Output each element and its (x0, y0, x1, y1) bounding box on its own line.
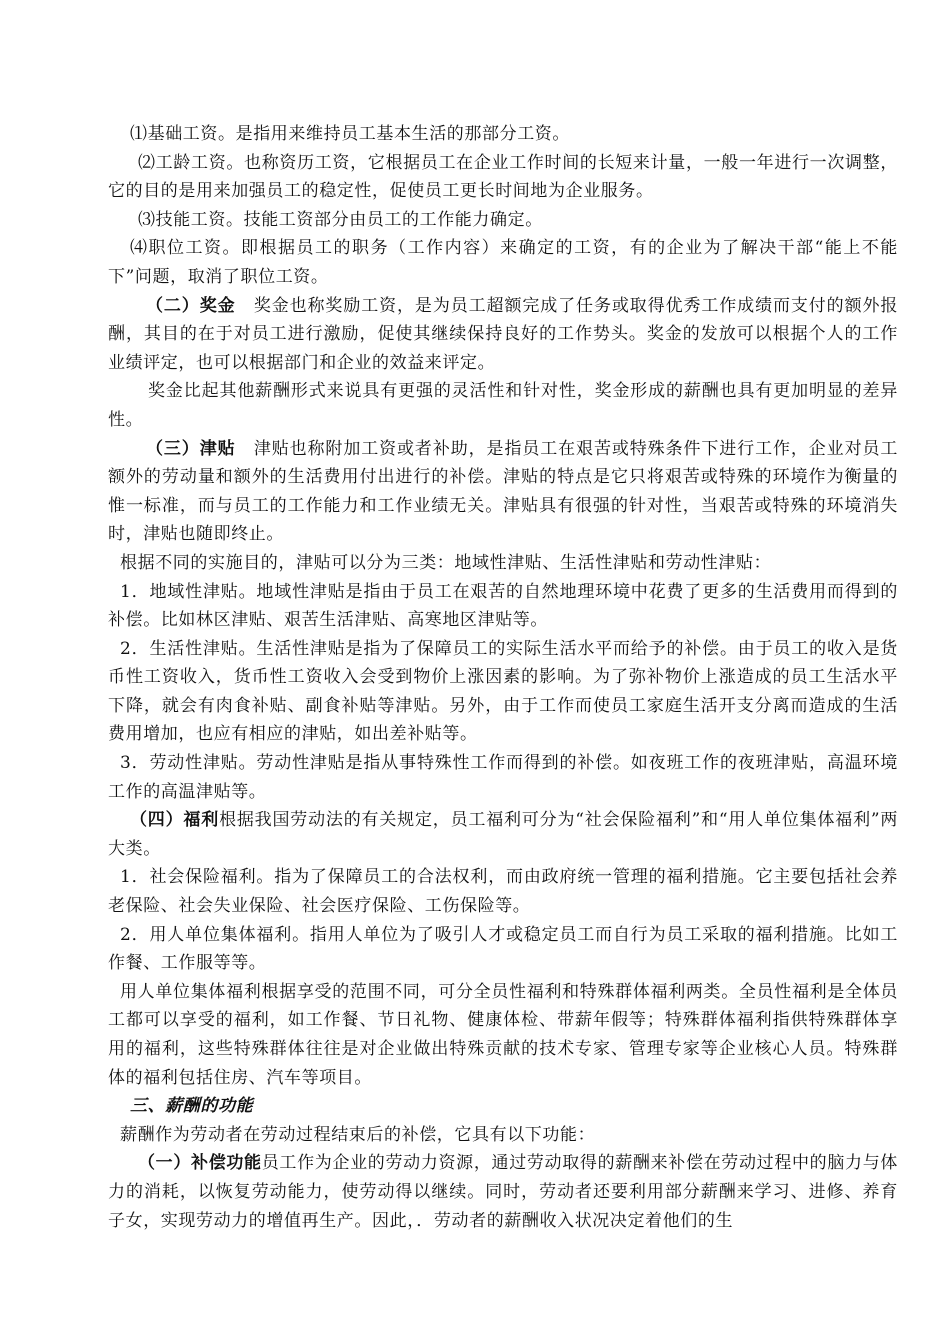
paragraph-skill-wage: ⑶技能工资。技能工资部分由员工的工作能力确定。 (138, 209, 543, 230)
paragraph-basic-wage: ⑴基础工资。是指用来维持员工基本生活的那部分工资。 (130, 124, 570, 144)
bonus-text: 奖金也称奖励工资，是为员工超额完成了任务或取得优秀工作成绩而支付的额外报酬，其目的在于对员工进行激励，促使其继续保持良好的工作势头。奖金的发放可以根据个人的工作业绩评定，也可以根据部门和企业的效益来评定。 (108, 295, 898, 373)
paragraph-allowance-types: 根据不同的实施目的，津贴可以分为三类：地域性津贴、生活性津贴和劳动性津贴： (120, 552, 772, 573)
paragraph-functions-intro: 薪酬作为劳动者在劳动过程结束后的补偿，它具有以下功能： (120, 1124, 596, 1145)
heading-bonus: （二）奖金 (146, 295, 236, 316)
paragraph-position-wage: ⑷职位工资。即根据员工的职务（工作内容）来确定的工资，有的企业为了解决干部“能上不能下”问题，取消了职位工资。 (108, 238, 898, 287)
section-heading-salary-functions: 三、薪酬的功能 (130, 1096, 254, 1117)
paragraph-living-allowance: 2．生活性津贴。生活性津贴是指为了保障员工的实际生活水平而给予的补偿。由于员工的收入是货币性工资收入，货币性工资收入会受到物价上涨因素的影响。为了弥补物价上涨造成的员工生活水平下降，就会有肉食补贴、副食补贴等津贴。另外，由于工作而使员工家庭生活开支分离而造成的生活费用增加，也应有相应的津贴，如出差补贴等。 (108, 638, 898, 745)
paragraph-bonus (108, 292, 898, 378)
heading-welfare: （四）福利 (130, 810, 220, 831)
paragraph-welfare (108, 806, 898, 863)
paragraph-allowance (108, 435, 898, 549)
paragraph-regional-allowance: 1．地域性津贴。地域性津贴是指由于员工在艰苦的自然地理环境中花费了更多的生活费用而得到的补偿。比如林区津贴、艰苦生活津贴、高寒地区津贴等。 (108, 581, 898, 631)
compensation-function-text: 员工作为企业的劳动力资源，通过劳动取得的薪酬来补偿在劳动过程中的脑力与体力的消耗，以恢复劳动能力，使劳动得以继续。同时，劳动者还要利用部分薪酬来学习、进修、养育子女，实现劳动力的增值再生产。因此，．劳动者的薪酬收入状况决定着他们的生 (108, 1153, 898, 1231)
document-page (108, 120, 898, 1235)
welfare-text: 根据我国劳动法的有关规定，员工福利可分为“社会保险福利”和“用人单位集体福利”两大类。 (108, 810, 899, 859)
paragraph-labor-allowance: 3．劳动性津贴。劳动性津贴是指从事特殊性工作而得到的补偿。如夜班工作的夜班津贴，高温环境工作的高温津贴等。 (108, 753, 898, 802)
paragraph-seniority-wage: ⑵工龄工资。也称资历工资，它根据员工在企业工作时间的长短来计量，一般一年进行一次调整，它的目的是用来加强员工的稳定性，促使员工更长时间地为企业服务。 (108, 152, 898, 202)
paragraph-collective-welfare: 2．用人单位集体福利。指用人单位为了吸引人才或稳定员工而自行为员工采取的福利措施。比如工作餐、工作服等等。 (108, 924, 898, 974)
paragraph-bonus-flexibility: 奖金比起其他薪酬形式来说具有更强的灵活性和针对性，奖金形成的薪酬也具有更加明显的差异性。 (108, 381, 898, 430)
paragraph-social-insurance: 1．社会保险福利。指为了保障员工的合法权利，而由政府统一管理的福利措施。它主要包括社会养老保险、社会失业保险、社会医疗保险、工伤保险等。 (108, 867, 898, 917)
allowance-text: 津贴也称附加工资或者补助，是指员工在艰苦或特殊条件下进行工作，企业对员工额外的劳动量和额外的生活费用付出进行的补偿。津贴的特点是它只将艰苦或特殊的环境作为衡量的惟一标准，而与员工的工作能力和工作业绩无关。津贴具有很强的针对性，当艰苦或特殊的环境消失时，津贴也随即终止。 (108, 438, 898, 545)
paragraph-welfare-scope: 用人单位集体福利根据享受的范围不同，可分全员性福利和特殊群体福利两类。全员性福利是全体员工都可以享受的福利，如工作餐、节日礼物、健康体检、带薪年假等；特殊群体福利指供特殊群体享用的福利，这些特殊群体往往是对企业做出特殊贡献的技术专家、管理专家等企业核心人员。特殊群体的福利包括住房、汽车等项目。 (108, 981, 898, 1088)
heading-allowance: （三）津贴 (146, 438, 236, 459)
heading-compensation-function: （一）补偿功能 (138, 1153, 262, 1174)
paragraph-compensation-function (108, 1149, 898, 1235)
